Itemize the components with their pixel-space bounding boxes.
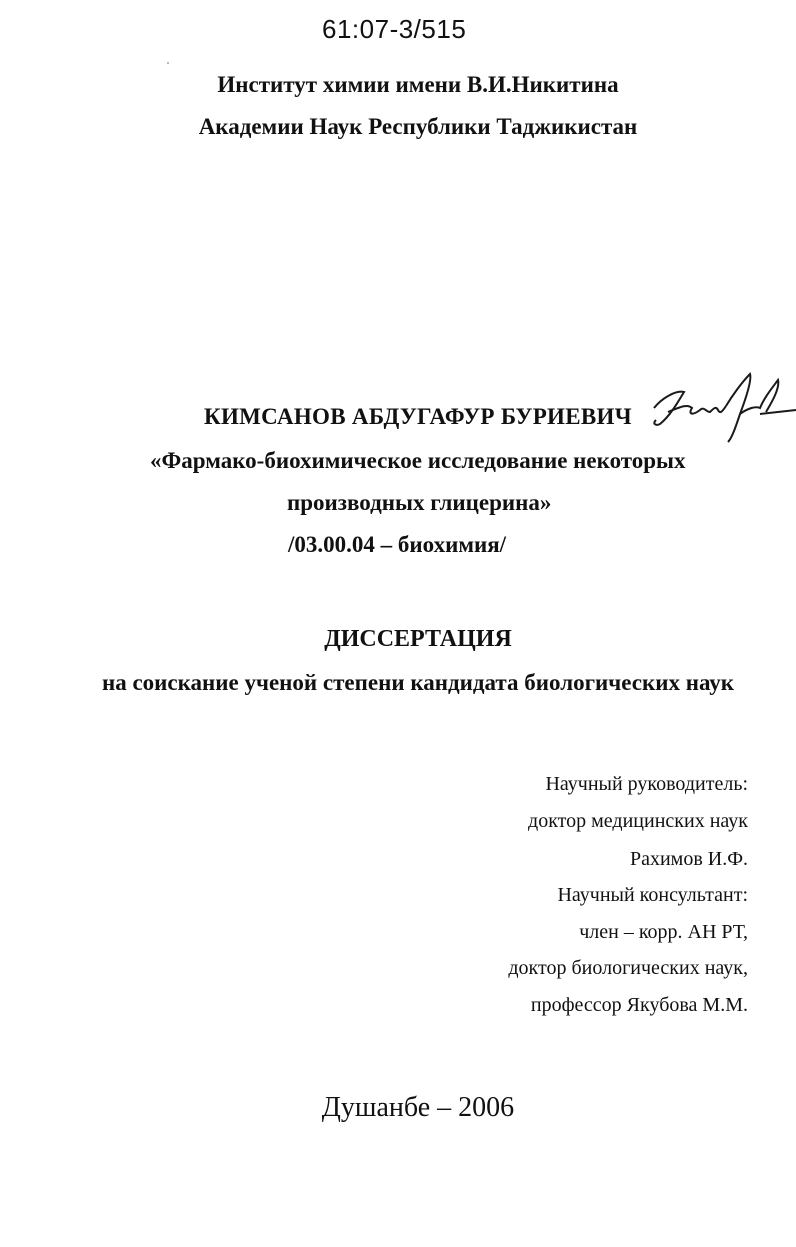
consultant-degree: доктор биологических наук, xyxy=(508,957,748,979)
institution-line-2: Академии Наук Республики Таджикистан xyxy=(198,114,638,139)
topic-line-1: «Фармако-биохимическое исследование некоторых xyxy=(150,448,686,473)
topic-line-2: производных глицерина» xyxy=(287,490,552,515)
archive-stamp: 61:07-3/515 xyxy=(322,14,467,44)
consultant-name: профессор Якубова М.М. xyxy=(530,994,748,1016)
city-year: Душанбе – 2006 xyxy=(321,1092,515,1123)
document-type: ДИССЕРТАЦИЯ xyxy=(324,626,512,652)
scan-speck xyxy=(167,62,169,64)
consultant-title: член – корр. АН РТ, xyxy=(579,921,748,943)
author-name: КИМСАНОВ АБДУГАФУР БУРИЕВИЧ xyxy=(204,404,632,429)
supervisor-degree: доктор медицинских наук xyxy=(528,810,748,832)
consultant-label: Научный консультант: xyxy=(557,884,748,906)
specialty-code: /03.00.04 – биохимия/ xyxy=(288,532,507,557)
institution-line-1: Институт химии имени В.И.Никитина xyxy=(217,72,619,97)
degree-line: на соискание ученой степени кандидата биологических наук xyxy=(101,670,735,695)
supervisor-label: Научный руководитель: xyxy=(545,773,748,795)
supervisor-name: Рахимов И.Ф. xyxy=(629,848,748,870)
handwritten-signature xyxy=(648,368,796,448)
